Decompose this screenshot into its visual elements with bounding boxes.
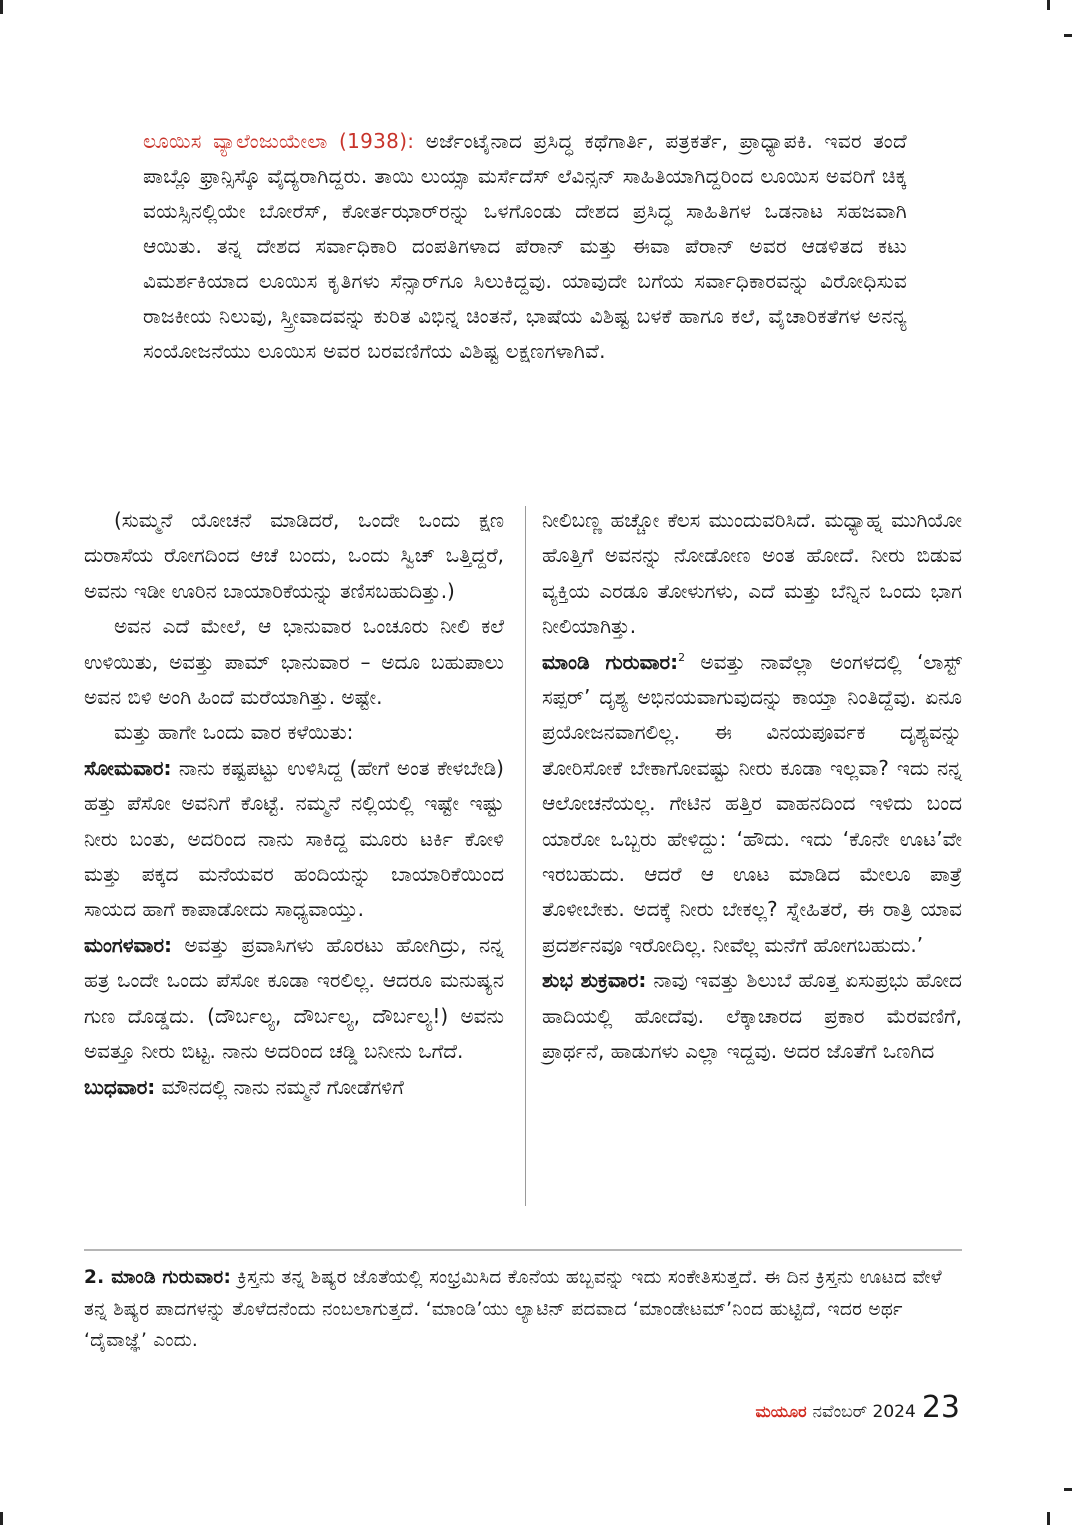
- issue-date: ನವೆಂಬರ್ 2024: [812, 1402, 916, 1422]
- paragraph: (ಸುಮ್ಮನೆ ಯೋಚನೆ ಮಾಡಿದರೆ, ಒಂದೇ ಒಂದು ಕ್ಷಣ ದುರಾಸೆಯ ರೋಗದಿಂದ ಆಚೆ ಬಂದು, ಒಂದು ಸ್ವಿಚ್ ಒತ್ತಿದ್ದರೆ, ಅವನು ಇಡೀ ಊರಿನ ಬಾಯಾರಿಕೆಯನ್ನು ತಣಿಸಬಹುದಿತ್ತು.): [84, 508, 504, 603]
- footnote-text: ಕ್ರಿಸ್ತನು ತನ್ನ ಶಿಷ್ಯರ ಜೊತೆಯಲ್ಲಿ ಸಂಭ್ರಮಿಸಿದ ಕೊನೆಯ ಹಬ್ಬವನ್ನು ಇದು ಸಂಕೇತಿಸುತ್ತದೆ. ಈ ದಿನ ಕ್ರಿಸ್ತನು ಊಟದ ವೇಳೆ ತನ್ನ ಶಿಷ್ಯರ ಪಾದಗಳನ್ನು ತೊಳೆದನೆಂದು ನಂಬಲಾಗುತ್ತದೆ. ‘ಮಾಂಡಿ’ಯು ಲ್ಯಾಟಿನ್ ಪದವಾದ ‘ಮಾಂಡೇಟಮ್’ನಿಂದ ಹುಟ್ಟಿದೆ, ಇದರ ಅರ್ಥ ‘ದೈವಾಜ್ಞೆ’ ಎಂದು.: [84, 1267, 942, 1351]
- crop-mark-right-upper: [1064, 34, 1072, 37]
- entry-text: ನಾನು ಕಷ್ಟಪಟ್ಟು ಉಳಿಸಿದ್ದ (ಹೇಗೆ ಅಂತ ಕೇಳಬೇಡಿ) ಹತ್ತು ಪೆಸೋ ಅವನಿಗೆ ಕೊಟ್ಟೆ. ನಮ್ಮನೆ ನಲ್ಲಿಯಲ್ಲಿ ಇಷ್ಟೇ ಇಷ್ಟು ನೀರು ಬಂತು, ಅದರಿಂದ ನಾನು ಸಾಕಿದ್ದ ಮೂರು ಟರ್ಕಿ ಕೋಳಿ ಮತ್ತು ಪಕ್ಕದ ಮನೆಯವರ ಹಂದಿಯನ್ನು ಬಾಯಾರಿಕೆಯಿಂದ ಸಾಯದ ಹಾಗೆ ಕಾಪಾಡೋದು ಸಾಧ್ಯವಾಯ್ತು.: [84, 755, 504, 922]
- entry-text: ನಾವು ಇವತ್ತು ಶಿಲುಬೆ ಹೊತ್ತ ಏಸುಪ್ರಭು ಹೋದ ಹಾದಿಯಲ್ಲಿ ಹೋದೆವು. ಲೆಕ್ಕಾಚಾರದ ಪ್ರಕಾರ ಮೆರವಣಿಗೆ, ಪ್ರಾರ್ಥನೆ, ಹಾಡುಗಳು ಎಲ್ಲಾ ಇದ್ದವು. ಅದರ ಜೊತೆಗೆ ಒಣಗಿದ: [542, 968, 962, 1064]
- footnote: [84, 1262, 954, 1357]
- column-divider: [525, 506, 526, 1206]
- diary-entry-thursday: [542, 645, 962, 964]
- paragraph: ಮತ್ತು ಹಾಗೇ ಒಂದು ವಾರ ಕಳೆಯಿತು:: [114, 720, 354, 745]
- entry-text: ಅವತ್ತು ಪ್ರವಾಸಿಗಳು ಹೊರಟು ಹೋಗಿದ್ರು, ನನ್ನ ಹತ್ರ ಒಂದೇ ಒಂದು ಪೆಸೋ ಕೂಡಾ ಇರಲಿಲ್ಲ. ಆದರೂ ಮನುಷ್ಯನ ಗುಣ ದೊಡ್ಡದು. (ದೌರ್ಬಲ್ಯ, ದೌರ್ಬಲ್ಯ, ದೌರ್ಬಲ್ಯ!) ಅವನು ಅವತ್ತೂ ನೀರು ಬಿಟ್ಟ. ನಾನು ಅದರಿಂದ ಚಡ್ಡಿ ಬನೀನು ಒಗೆದೆ.: [84, 932, 504, 1064]
- diary-entry-friday: [542, 963, 962, 1069]
- paragraph: ಅವನ ಎದೆ ಮೇಲೆ, ಆ ಭಾನುವಾರ ಒಂಚೂರು ನೀಲಿ ಕಲೆ ಉಳಿಯಿತು, ಅವತ್ತು ಪಾಮ್ ಭಾನುವಾರ – ಅದೂ ಬಹುಪಾಲು ಅವನ ಬಿಳಿ ಅಂಗಿ ಹಿಂದೆ ಮರೆಯಾಗಿತ್ತು. ಅಷ್ಟೇ.: [84, 614, 504, 710]
- day-label: ಶುಭ ಶುಕ್ರವಾರ:: [542, 968, 647, 993]
- footnote-reference[interactable]: 2: [678, 650, 686, 664]
- day-label: ಸೋಮವಾರ:: [84, 755, 172, 780]
- day-label: ಮಂಗಳವಾರ:: [84, 932, 173, 957]
- author-name-year: ಲೂಯಿಸ ವ್ಯಾಲೆಂಜುಯೇಲಾ (1938):: [143, 129, 415, 153]
- footnote-divider: [84, 1249, 962, 1251]
- day-label: ಮಾಂಡಿ ಗುರುವಾರ:: [542, 649, 679, 674]
- diary-entry-wednesday: [84, 1070, 504, 1105]
- magazine-logo: ಮಯೂರ: [755, 1402, 807, 1421]
- day-label: ಬುಧವಾರ:: [84, 1074, 156, 1099]
- left-column: [84, 503, 504, 1105]
- diary-entry-tuesday: [84, 928, 504, 1070]
- crop-mark-right-lower: [1064, 1488, 1072, 1491]
- crop-mark-bottom-left: [0, 1512, 3, 1525]
- paragraph: ನೀಲಿಬಣ್ಣ ಹಚ್ಚೋ ಕೆಲಸ ಮುಂದುವರಿಸಿದೆ. ಮಧ್ಯಾಹ್ನ ಮುಗಿಯೋ ಹೊತ್ತಿಗೆ ಅವನನ್ನು ನೋಡೋಣ ಅಂತ ಹೋದೆ. ನೀರು ಬಿಡುವ ವ್ಯಕ್ತಿಯ ಎರಡೂ ತೋಳುಗಳು, ಎದೆ ಮತ್ತು ಬೆನ್ನಿನ ಒಂದು ಭಾಗ ನೀಲಿಯಾಗಿತ್ತು.: [542, 508, 962, 639]
- right-column: [542, 503, 962, 1070]
- entry-text: ಅವತ್ತು ನಾವೆಲ್ಲಾ ಅಂಗಳದಲ್ಲಿ ‘ಲಾಸ್ಟ್ ಸಪ್ಪರ್’ ದೃಶ್ಯ ಅಭಿನಯವಾಗುವುದನ್ನು ಕಾಯ್ತಾ ನಿಂತಿದ್ದೆವು. ಏನೂ ಪ್ರಯೋಜನವಾಗಲಿಲ್ಲ. ಈ ವಿನಯಪೂರ್ವಕ ದೃಶ್ಯವನ್ನು ತೋರಿಸೋಕೆ ಬೇಕಾಗೋವಷ್ಟು ನೀರು ಕೂಡಾ ಇಲ್ಲವಾ? ಇದು ನನ್ನ ಆಲೋಚನೆಯಲ್ಲ. ಗೇಟಿನ ಹತ್ತಿರ ವಾಹನದಿಂದ ಇಳಿದು ಬಂದ ಯಾರೋ ಒಬ್ಬರು ಹೇಳಿದ್ದು: ‘ಹೌದು. ಇದು ‘ಕೊನೇ ಊಟ’ವೇ ಇರಬಹುದು. ಆದರೆ ಆ ಊಟ ಮಾಡಿದ ಮೇಲೂ ಪಾತ್ರೆ ತೊಳೀಬೇಕು. ಅದಕ್ಕೆ ನೀರು ಬೇಕಲ್ಲ? ಸ್ನೇಹಿತರೆ, ಈ ರಾತ್ರಿ ಯಾವ ಪ್ರದರ್ಶನವೂ ಇರೋದಿಲ್ಲ. ನೀವೆಲ್ಲ ಮನೆಗೆ ಹೋಗಬಹುದು.’: [542, 649, 962, 957]
- footnote-label: 2. ಮಾಂಡಿ ಗುರುವಾರ:: [84, 1267, 232, 1288]
- crop-mark-top-left: [0, 0, 3, 14]
- entry-text: ಮೌನದಲ್ಲಿ ನಾನು ನಮ್ಮನೆ ಗೋಡೆಗಳಿಗೆ: [155, 1074, 404, 1099]
- page-number: 23: [921, 1390, 960, 1425]
- author-bio: [143, 124, 907, 369]
- page-footer: [756, 1390, 960, 1425]
- diary-entry-monday: [84, 751, 504, 928]
- author-bio-text: ಅರ್ಜೆಂಟೈನಾದ ಪ್ರಸಿದ್ಧ ಕಥೆಗಾರ್ತಿ, ಪತ್ರಕರ್ತೆ, ಪ್ರಾಧ್ಯಾಪಕಿ. ಇವರ ತಂದೆ ಪಾಬ್ಲೊ ಫ್ರಾನ್ಸಿಸ್ಕೊ ವೈದ್ಯರಾಗಿದ್ದರು. ತಾಯಿ ಲುಯ್ಸಾ ಮರ್ಸೆದೆಸ್ ಲೆವಿನ್ಸನ್ ಸಾಹಿತಿಯಾಗಿದ್ದರಿಂದ ಲೂಯಿಸ ಅವರಿಗೆ ಚಿಕ್ಕ ವಯಸ್ಸಿನಲ್ಲಿಯೇ ಬೋರೆಸ್, ಕೋರ್ತಝಾರ್‌ರನ್ನು ಒಳಗೊಂಡು ದೇಶದ ಪ್ರಸಿದ್ಧ ಸಾಹಿತಿಗಳ ಒಡನಾಟ ಸಹಜವಾಗಿ ಆಯಿತು. ತನ್ನ ದೇಶದ ಸರ್ವಾಧಿಕಾರಿ ದಂಪತಿಗಳಾದ ಪೆರಾನ್ ಮತ್ತು ಈವಾ ಪೆರಾನ್ ಅವರ ಆಡಳಿತದ ಕಟು ವಿಮರ್ಶಕಿಯಾದ ಲೂಯಿಸ ಕೃತಿಗಳು ಸೆನ್ಸಾರ್‌ಗೂ ಸಿಲುಕಿದ್ದವು. ಯಾವುದೇ ಬಗೆಯ ಸರ್ವಾಧಿಕಾರವನ್ನು ವಿರೋಧಿಸುವ ರಾಜಕೀಯ ನಿಲುವು, ಸ್ತ್ರೀವಾದವನ್ನು ಕುರಿತ ವಿಭಿನ್ನ ಚಿಂತನೆ, ಭಾಷೆಯ ವಿಶಿಷ್ಟ ಬಳಕೆ ಹಾಗೂ ಕಲೆ, ವೈಚಾರಿಕತೆಗಳ ಅನನ್ಯ ಸಂಯೋಜನೆಯು ಲೂಯಿಸ ಅವರ ಬರವಣಿಗೆಯ ವಿಶಿಷ್ಟ ಲಕ್ಷಣಗಳಾಗಿವೆ.: [143, 129, 907, 363]
- crop-mark-top-right: [1047, 0, 1050, 10]
- crop-mark-bottom-right: [1047, 1512, 1050, 1525]
